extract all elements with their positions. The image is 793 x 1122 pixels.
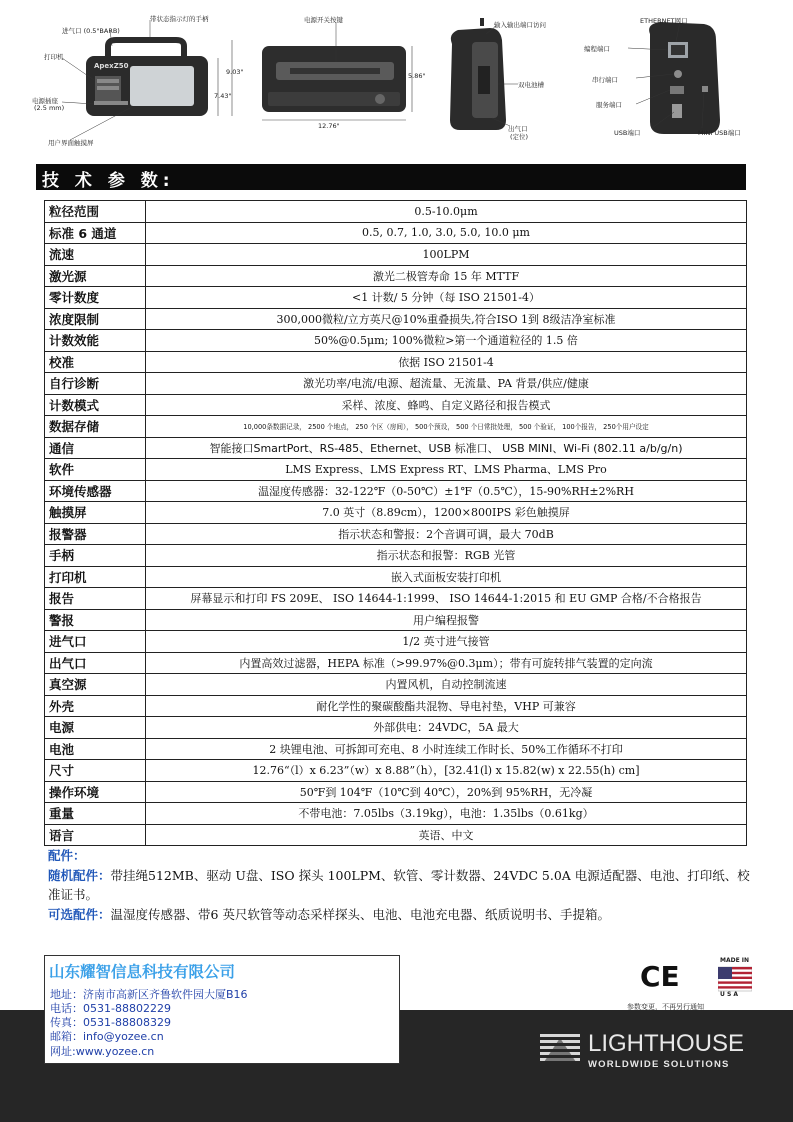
spec-key: 手柄 [45, 545, 146, 567]
spec-table [44, 200, 747, 846]
contact-box [44, 955, 400, 1064]
made-in-usa-flag [718, 957, 752, 1000]
spec-key: 激光源 [45, 265, 146, 287]
spec-value: 2 块锂电池、可拆卸可充电、8 小时连续工作时长、50%工作循环不打印 [146, 738, 747, 760]
fax-line: 传真：0531-88808329 [50, 1016, 171, 1029]
sensor-size-label: (2.5 mm) [34, 104, 65, 112]
spec-value: 50℉到 104℉（10℃到 40℃），20%到 95%RH，无冷凝 [146, 781, 747, 803]
spec-row [45, 717, 747, 739]
phone-line: 电话：0531-88802229 [50, 1002, 171, 1015]
brand-mark: ApexZ50 [94, 62, 129, 70]
standard-accessories [48, 866, 754, 904]
spec-row [45, 609, 747, 631]
usb-port-label: USB端口 [614, 129, 641, 137]
rear-view-drawing [450, 18, 506, 130]
spec-value: 激光功率/电流/电源、超流量、无流量、PA 背景/供应/健康 [146, 373, 747, 395]
spec-row [45, 674, 747, 696]
spec-value: 英语、中文 [146, 824, 747, 846]
spec-row [45, 566, 747, 588]
height-dim-3: 5.86" [408, 72, 426, 80]
spec-value: 50%@0.5μm; 100%微粒>第一个通道粒径的 1.5 倍 [146, 330, 747, 352]
spec-value: 温湿度传感器：32-122℉（0-50℃）±1℉（0.5℃），15-90%RH±2%RH [146, 480, 747, 502]
spec-key: 重量 [45, 803, 146, 825]
spec-row [45, 652, 747, 674]
power-key-label: 电源开关按键 [304, 16, 343, 24]
email-line[interactable]: 邮箱：info@yozee.cn [50, 1030, 164, 1043]
spec-key: 进气口 [45, 631, 146, 653]
height-dim-2: 7.43" [214, 92, 232, 100]
spec-row [45, 308, 747, 330]
spec-key: 打印机 [45, 566, 146, 588]
website-line[interactable]: 网址:www.yozee.cn [50, 1045, 155, 1058]
side-view-drawing [262, 46, 412, 120]
brand-tagline: WORLDWIDE SOLUTIONS [588, 1059, 730, 1070]
inlet-label: 进气口 (0.5"BARB) [62, 27, 120, 35]
address-line: 地址：济南市高新区齐鲁软件园大厦B16 [50, 988, 248, 1001]
spec-value: 12.76“（l）x 6.23”（w）x 8.88”（h），[32.41(l) x 15.82(w) x 22.55(h) cm] [146, 760, 747, 782]
spec-value: 7.0 英寸（8.89cm），1200×800IPS 彩色触摸屏 [146, 502, 747, 524]
spec-row [45, 738, 747, 760]
spec-key: 语言 [45, 824, 146, 846]
lighthouse-logo [540, 1030, 760, 1076]
brand-name: LIGHTHOUSE [588, 1030, 745, 1057]
spec-key: 计数效能 [45, 330, 146, 352]
spec-key: 软件 [45, 459, 146, 481]
spec-row [45, 351, 747, 373]
made-in-text: MADE IN [720, 957, 750, 964]
spec-value: LMS Express、LMS Express RT、LMS Pharma、LMS Pro [146, 459, 747, 481]
lighthouse-stripes-icon [540, 1034, 582, 1066]
spec-key: 电源 [45, 717, 146, 739]
serial-port-label: 串行端口 [592, 76, 618, 84]
spec-key: 自行诊断 [45, 373, 146, 395]
spec-value: 屏幕显示和打印 FS 209E、 ISO 14644-1:1999、 ISO 14644-1:2015 和 EU GMP 合格/不合格报告 [146, 588, 747, 610]
spec-row [45, 480, 747, 502]
spec-row [45, 265, 747, 287]
spec-key: 计数模式 [45, 394, 146, 416]
spec-value: 300,000微粒/立方英尺@10%重叠损失,符合ISO 1到 8级洁净室标准 [146, 308, 747, 330]
outlet-sub-label: (定位) [510, 133, 529, 141]
spec-row [45, 523, 747, 545]
spec-row [45, 394, 747, 416]
spec-key: 流速 [45, 244, 146, 266]
spec-row [45, 588, 747, 610]
port-panel-drawing [649, 22, 720, 134]
spec-section-header [36, 164, 746, 190]
dual-battery-label: 双电池槽 [518, 81, 544, 89]
spec-value: 外部供电：24VDC，5A 最大 [146, 717, 747, 739]
spec-value: 采样、浓度、蜂鸣、自定义路径和报告模式 [146, 394, 747, 416]
spec-row [45, 781, 747, 803]
spec-row [45, 416, 747, 438]
spec-row [45, 201, 747, 223]
spec-key: 出气口 [45, 652, 146, 674]
program-port-label: 编程端口 [584, 45, 610, 53]
spec-row [45, 824, 747, 846]
spec-key: 尺寸 [45, 760, 146, 782]
spec-value: 智能接口SmartPort、RS-485、Ethernet、USB 标准口、 USB MINI、Wi-Fi (802.11 a/b/g/n) [146, 437, 747, 459]
spec-value: 指示状态和报警：RGB 光管 [146, 545, 747, 567]
spec-value: 10,000条数据记录， 2500 个地点， 250 个区（房间）， 500个预设， 500 个日常批处理， 500 个验证， 100个报告， 250个用户设定 [146, 416, 747, 438]
spec-row [45, 373, 747, 395]
spec-value: 0.5-10.0μm [146, 201, 747, 223]
printer-label: 打印机 [44, 53, 64, 61]
product-drawings [0, 0, 793, 160]
spec-value: 耐化学性的聚碳酸酯共混物、导电衬垫，VHP 可兼容 [146, 695, 747, 717]
spec-value: 依据 ISO 21501-4 [146, 351, 747, 373]
accessories-title [48, 846, 754, 865]
service-port-label: 服务端口 [596, 101, 622, 109]
spec-value: 100LPM [146, 244, 747, 266]
spec-key: 报告 [45, 588, 146, 610]
spec-value: <1 计数/ 5 分钟（每 ISO 21501-4） [146, 287, 747, 309]
spec-row [45, 222, 747, 244]
spec-key: 零计数度 [45, 287, 146, 309]
spec-key: 报警器 [45, 523, 146, 545]
spec-row [45, 545, 747, 567]
spec-value: 不带电池：7.05lbs（3.19kg），电池：1.35lbs（0.61kg） [146, 803, 747, 825]
spec-value: 用户编程报警 [146, 609, 747, 631]
spec-row [45, 330, 747, 352]
mini-usb-label: MINI USB端口 [698, 129, 741, 137]
spec-value: 指示状态和警报：2个音调可调，最大 70dB [146, 523, 747, 545]
company-name: 山东耀智信息科技有限公司 [49, 963, 236, 981]
width-dim: 12.76" [318, 122, 340, 130]
spec-value: 1/2 英寸进气接管 [146, 631, 747, 653]
height-dim-1: 9.03" [226, 68, 244, 76]
ce-mark: CE [640, 960, 680, 993]
ethernet-label: ETHERNET网口 [640, 17, 688, 25]
spec-row [45, 437, 747, 459]
spec-value: 内置高效过滤器，HEPA 标准（>99.97%@0.3μm）；带有可旋转排气装置的定向流 [146, 652, 747, 674]
spec-key: 校准 [45, 351, 146, 373]
spec-value: 激光二极管寿命 15 年 MTTF [146, 265, 747, 287]
spec-key: 操作环境 [45, 781, 146, 803]
spec-key: 通信 [45, 437, 146, 459]
outlet-label: 出气口 [508, 125, 528, 133]
spec-key: 浓度限制 [45, 308, 146, 330]
optional-accessories-label: 可选配件： [48, 907, 111, 922]
spec-value: 内置风机，自动控制流速 [146, 674, 747, 696]
sensor-label: 电源插座 [32, 97, 58, 105]
spec-value: 0.5, 0.7, 1.0, 3.0, 5.0, 10.0 μm [146, 222, 747, 244]
spec-key: 警报 [45, 609, 146, 631]
spec-row [45, 803, 747, 825]
spec-key: 触摸屏 [45, 502, 146, 524]
front-view-drawing [86, 40, 232, 116]
spec-key: 粒径范围 [45, 201, 146, 223]
handle-label: 带状态指示灯的手柄 [150, 15, 209, 23]
spec-row [45, 502, 747, 524]
spec-row [45, 244, 747, 266]
standard-accessories-label: 随机配件： [48, 868, 111, 883]
spec-key: 电池 [45, 738, 146, 760]
standard-accessories-text: 带挂绳512MB、驱动 U盘、ISO 探头 100LPM、软管、零计数器、24VDC 5.0A 电源适配器、电池、打印纸、校准证书。 [48, 868, 750, 902]
spec-row [45, 695, 747, 717]
spec-value: 嵌入式面板安装打印机 [146, 566, 747, 588]
touchscreen-label: 用户界面触摸屏 [48, 139, 94, 147]
usa-text: U S A [720, 991, 739, 998]
spec-row [45, 459, 747, 481]
spec-key: 真空源 [45, 674, 146, 696]
accessories-heading: 配件： [48, 848, 86, 863]
spec-key: 数据存储 [45, 416, 146, 438]
spec-change-notice: 参数变更，不再另行通知 [627, 1003, 704, 1011]
optional-accessories [48, 905, 754, 924]
spec-section-title: 技 术 参 数: [42, 171, 175, 191]
optional-accessories-text: 温湿度传感器、带6 英尺软管等动态采样探头、电池、电池充电器、纸质说明书、手提箱。 [110, 907, 610, 922]
spec-row [45, 760, 747, 782]
spec-key: 外壳 [45, 695, 146, 717]
io-port-label: 输入输出端口访问 [494, 21, 546, 29]
spec-row [45, 287, 747, 309]
spec-row [45, 631, 747, 653]
spec-key: 标准 6 通道 [45, 222, 146, 244]
spec-key: 环境传感器 [45, 480, 146, 502]
